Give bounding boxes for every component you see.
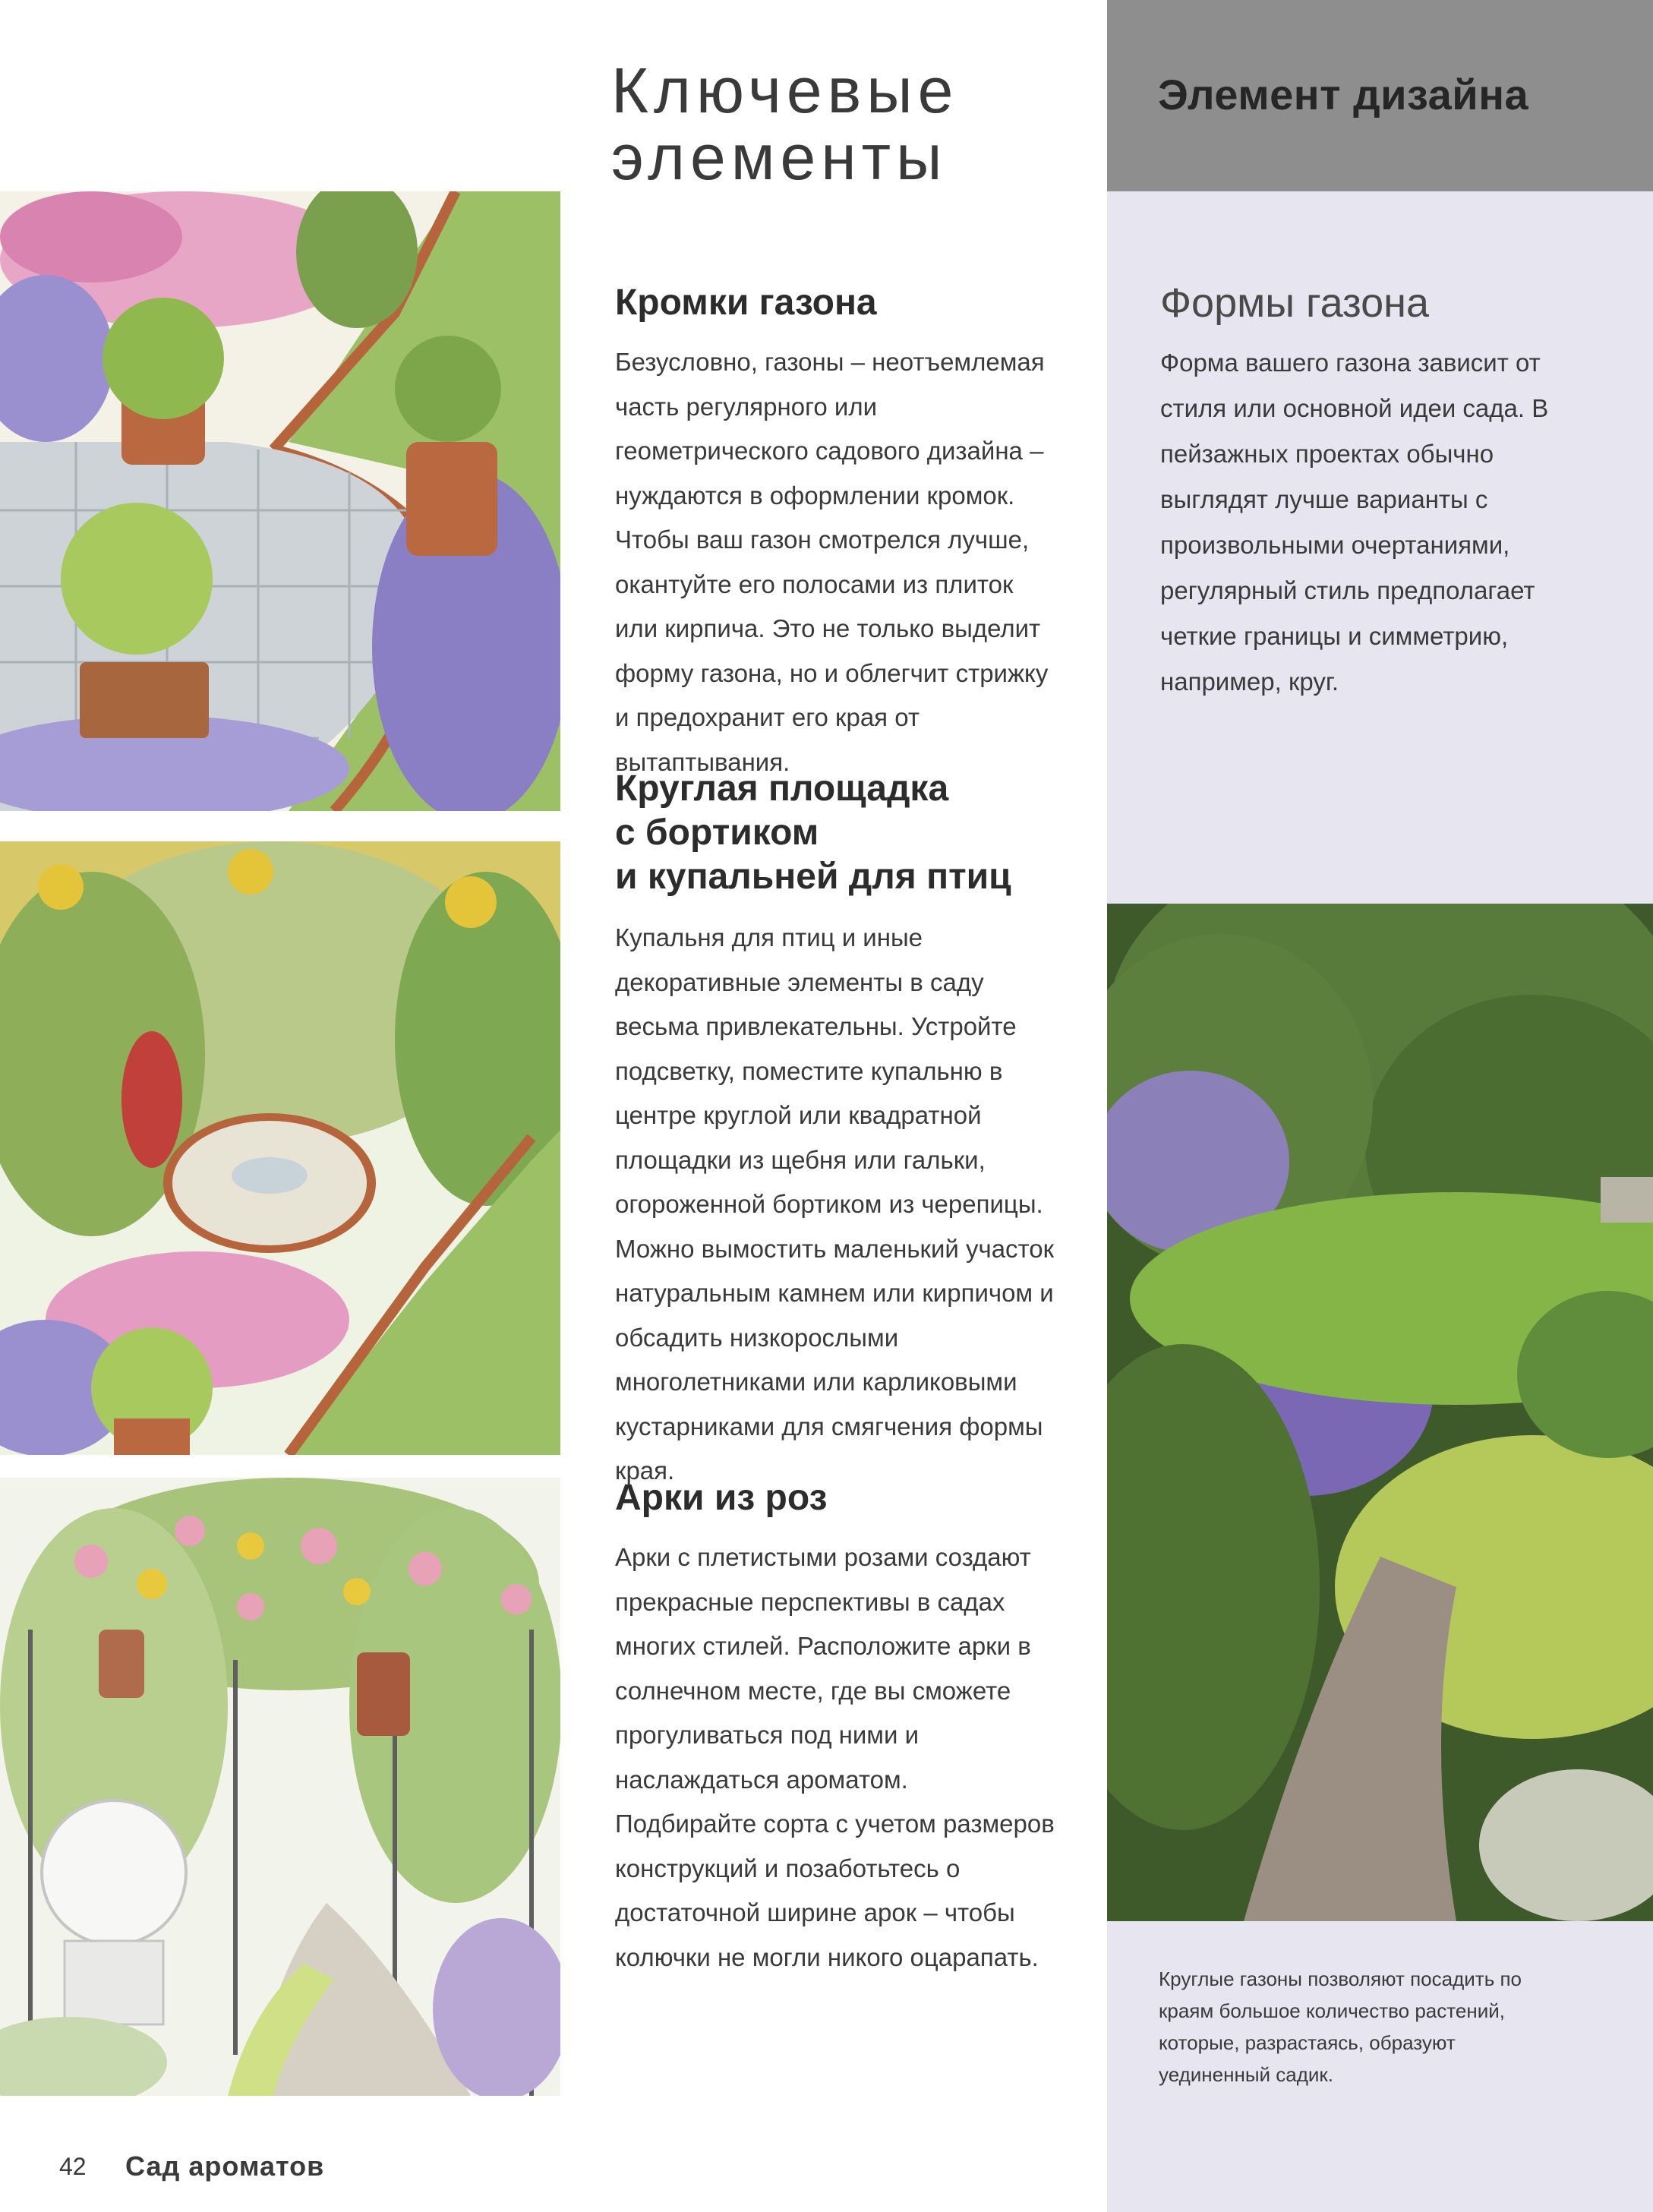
garden-photo [1107,904,1653,1921]
sidebar-body-text: Форма вашего газона зависит от стиля или основной идеи сада. В пейзажных проектах обычно выглядят лучше варианты с произвольными очертаниями, регулярный стиль предполагает четкие границы и симметрию, например, круг. [1160,349,1549,696]
illustration-birdbath-circle [0,841,560,1455]
watercolor-rose-arches [0,1478,560,2096]
sidebar-header-label: Элемент дизайна [1158,71,1529,118]
page-number: 42 [59,2153,87,2180]
watercolor-birdbath [0,841,560,1455]
section-body-rose-arches: Арки с плетистыми розами создают прекрасные перспективы в садах многих стилей. Расположите арки в солнечном месте, где вы сможете прогуливаться под ними и наслаждаться ароматом. Подбирайте сорта с учетом размеров конструкций и позаботьтесь о достаточной ширине арок – чтобы колючки не могли никого оцарапать. [615,1543,1055,1971]
section-title-lawn-edges: Кромки газона [615,282,877,323]
section-title-birdbath [615,767,1101,899]
section-body-lawn-edges: Безусловно, газоны – неотъемлемая часть регулярного или геометрического садового дизайна – нуждаются в оформлении кромок. Чтобы ваш газон смотрелся лучше, окантуйте его полосами из плиток или кирпича. Это не только выделит форму газона, но и облегчит стрижку и предохранит его края от вытаптывания. [615,348,1049,776]
illustration-rose-arches [0,1478,560,2096]
section-title-line: с бортиком [615,813,819,853]
page-headline [611,57,1097,191]
illustration-lawn-edges [0,191,560,811]
headline-line-2: элементы [611,121,948,193]
watercolor-lawn-edges [0,191,560,811]
running-head: Сад ароматов [125,2150,325,2182]
photo-caption: Круглые газоны позволяют посадить по краям большое количество растений, которые, разрастаясь, образуют уединенный садик. [1159,1967,1522,2086]
section-title-line: Круглая площадка [615,768,949,809]
section-body-birdbath: Купальня для птиц и иные декоративные элементы в саду весьма привлекательны. Устройте подсветку, поместите купальню в центре круглой или квадратной площадки из щебня или гальки, огороженной бортиком из черепицы. Можно вымостить маленький участок натуральным камнем или кирпичом и обсадить низкорослыми многолетниками или карликовыми кустарниками для смягчения формы края. [615,923,1055,1485]
section-title-line: и купальней для птиц [615,857,1011,897]
section-title-rose-arches: Арки из роз [615,1478,828,1518]
headline-line-1: Ключевые [611,55,959,126]
photo-round-lawn [1107,904,1653,1921]
sidebar-title: Формы газона [1160,280,1430,326]
